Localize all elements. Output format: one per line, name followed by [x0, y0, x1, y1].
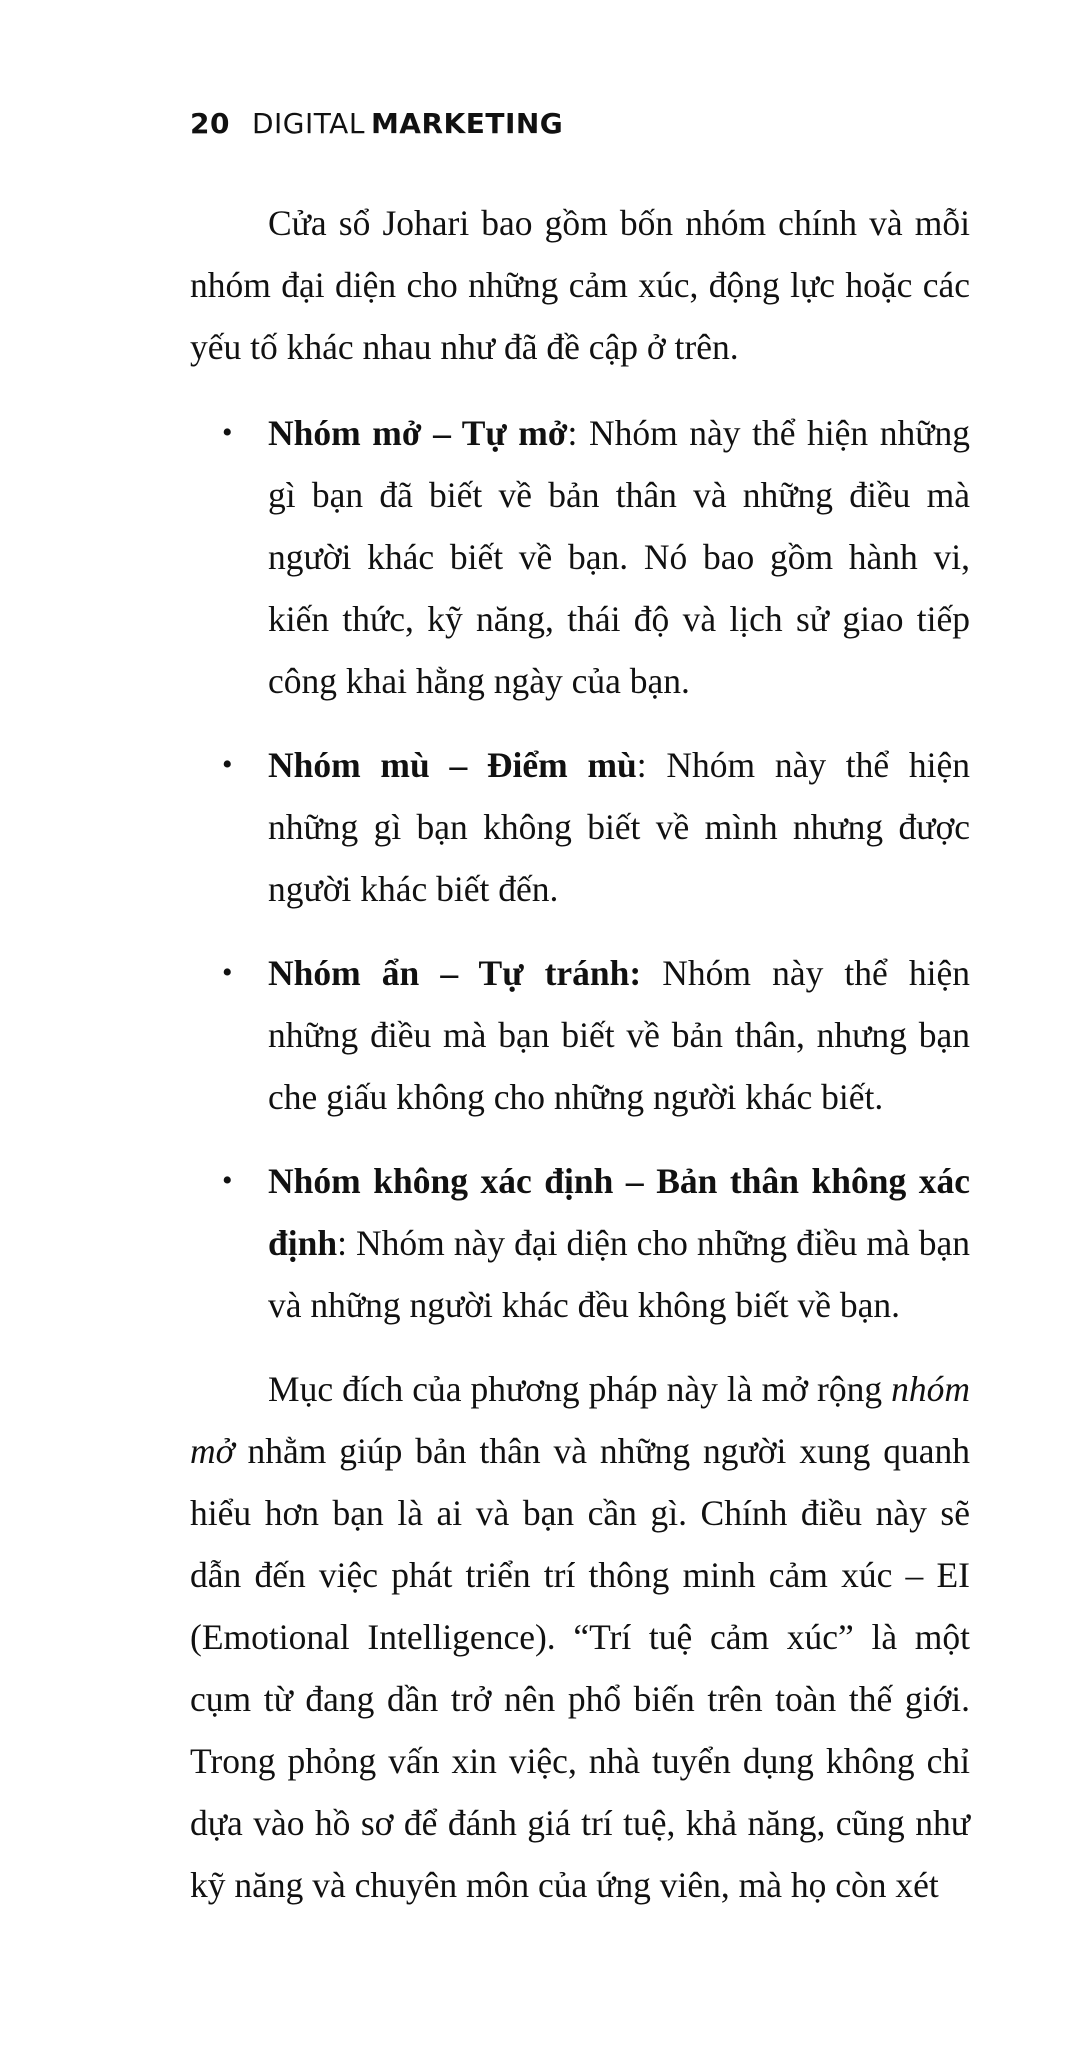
- book-title-bold: MARKETING: [370, 107, 564, 140]
- running-head: [190, 104, 563, 144]
- closing-text-start: Mục đích của phương pháp này là mở rộng: [268, 1369, 892, 1409]
- list-item-open-area: [190, 402, 970, 712]
- book-title-light: DIGITAL: [251, 107, 365, 140]
- bullet-icon: •: [222, 956, 233, 989]
- group-term: Nhóm mù – Điểm mù: [268, 745, 637, 785]
- group-separator: :: [567, 413, 578, 453]
- list-item-blind-spot: [190, 734, 970, 920]
- johari-groups-list: [190, 402, 970, 1336]
- group-separator: :: [337, 1223, 347, 1263]
- list-item-hidden-area: [190, 942, 970, 1128]
- closing-text-rest: nhằm giúp bản thân và những người xung quanh hiểu hơn bạn là ai và bạn cần gì. Chính điều này sẽ dẫn đến việc phát triển trí thông minh cảm xúc – EI (Emotional Intelligence). “Trí tuệ cảm xúc” là một cụm từ đang dần trở nên phổ biến trên toàn thế giới. Trong phỏng vấn xin việc, nhà tuyển dụng không chỉ dựa vào hồ sơ để đánh giá trí tuệ, khả năng, cũng như kỹ năng và chuyên môn của ứng viên, mà họ còn xét: [190, 1431, 970, 1905]
- group-term: Nhóm mở – Tự mở: [268, 413, 568, 453]
- page-number: 20: [190, 107, 230, 140]
- body-text: [190, 192, 970, 1916]
- list-item-unknown-area: [190, 1150, 970, 1336]
- group-description: Nhóm này thể hiện những điều mà bạn biết về bản thân, nhưng bạn che giấu không cho những người khác biết.: [268, 953, 970, 1117]
- group-term: Nhóm không xác định – Bản thân không xác định: [268, 1161, 970, 1263]
- bullet-icon: •: [222, 416, 233, 449]
- group-description: Nhóm này thể hiện những gì bạn đã biết về bản thân và những điều mà người khác biết về bạn. Nó bao gồm hành vi, kiến thức, kỹ năng, thái độ và lịch sử giao tiếp công khai hằng ngày của bạn.: [268, 413, 970, 701]
- group-description: Nhóm này đại diện cho những điều mà bạn và những người khác đều không biết về bạn.: [268, 1223, 970, 1325]
- group-separator: :: [636, 745, 647, 785]
- bullet-icon: •: [222, 1164, 233, 1197]
- closing-paragraph: [190, 1358, 970, 1916]
- group-description: Nhóm này thể hiện những gì bạn không biết về mình nhưng được người khác biết đến.: [268, 745, 970, 909]
- intro-paragraph: Cửa sổ Johari bao gồm bốn nhóm chính và mỗi nhóm đại diện cho những cảm xúc, động lực hoặc các yếu tố khác nhau như đã đề cập ở trên.: [190, 203, 970, 367]
- closing-italic-term: nhóm mở: [190, 1369, 970, 1471]
- bullet-icon: •: [222, 748, 233, 781]
- group-term: Nhóm ẩn – Tự tránh:: [268, 953, 642, 993]
